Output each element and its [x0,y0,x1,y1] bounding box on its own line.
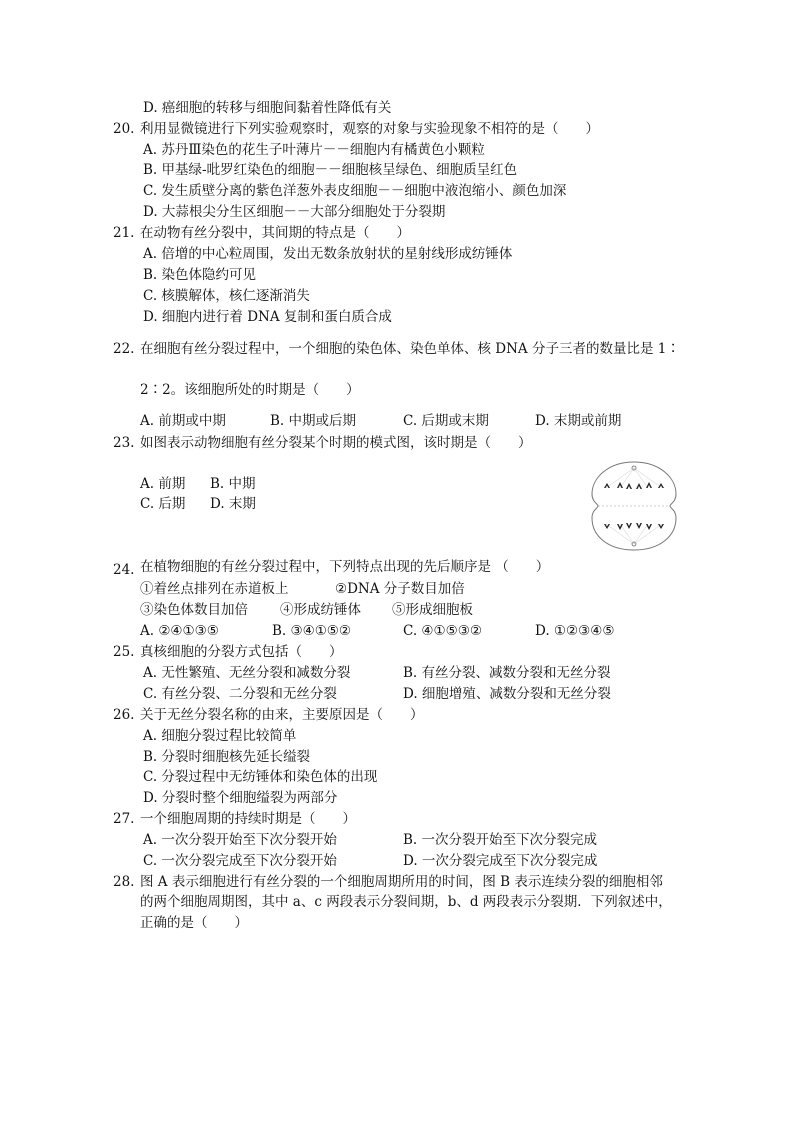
dividing-cell-diagram [590,458,678,554]
q27-option-d: D. 一次分裂完成至下次分裂完成 [403,853,598,869]
q25-option-a: A. 无性繁殖、无丝分裂和减数分裂 [143,665,351,681]
q23-option-b: B. 中期 [210,476,256,492]
q21-option-c: C. 核膜解体，核仁逐渐消失 [143,288,310,304]
q24-number: 24. [113,562,135,578]
q22-option-b: B. 中期或后期 [270,413,357,429]
q28-stem-line2: 的两个细胞周期图，其中 a、c 两段表示分裂间期，b、d 两段表示分裂期．下列叙述中， [140,894,672,910]
q22-number: 22. [113,341,135,357]
q20-option-b: B. 甲基绿-吡罗红染色的细胞－－细胞核呈绿色、细胞质呈红色 [143,162,518,178]
q20-option-d: D. 大蒜根尖分生区细胞－－大部分细胞处于分裂期 [143,204,446,220]
q20-number: 20. [113,121,135,137]
q27-stem: 一个细胞周期的持续时期是（ ） [140,811,356,827]
q24-item-5: ⑤形成细胞板 [392,602,473,618]
q23-number: 23. [113,435,135,451]
q22-stem-line1: 在细胞有丝分裂过程中，一个细胞的染色体、染色单体、核 DNA 分子三者的数量比是 1∶ [140,341,680,357]
q23-option-c: C. 后期 [140,496,186,512]
q22-option-a: A. 前期或中期 [140,413,226,429]
q20-option-c: C. 发生质壁分离的紫色洋葱外表皮细胞－－细胞中液泡缩小、颜色加深 [143,183,567,199]
q26-number: 26. [113,707,135,723]
q24-item-3: ③染色体数目加倍 [140,602,248,618]
q26-option-a: A. 细胞分裂过程比较简单 [143,728,297,744]
q23-stem: 如图表示动物细胞有丝分裂某个时期的模式图，该时期是（ ） [140,435,532,451]
q24-option-d: D. ①②③④⑤ [535,623,615,639]
q24-item-4: ④形成纺锤体 [280,602,361,618]
q19-option-d: D. 癌细胞的转移与细胞间黏着性降低有关 [143,100,392,116]
q21-option-b: B. 染色体隐约可见 [143,267,257,283]
q21-stem: 在动物有丝分裂中，其间期的特点是（ ） [140,225,410,241]
q25-option-b: B. 有丝分裂、减数分裂和无丝分裂 [403,665,611,681]
q27-option-a: A. 一次分裂开始至下次分裂开始 [143,832,337,848]
q20-stem: 利用显微镜进行下列实验观察时，观察的对象与实验现象不相符的是（ ） [140,121,599,137]
q27-option-c: C. 一次分裂完成至下次分裂开始 [143,853,337,869]
q25-option-d: D. 细胞增殖、减数分裂和无丝分裂 [403,686,611,702]
q23-option-d: D. 末期 [210,496,256,512]
q25-number: 25. [113,644,135,660]
q25-stem: 真核细胞的分裂方式包括（ ） [140,644,343,660]
q24-option-a: A. ②④①③⑤ [140,623,219,639]
q24-option-c: C. ④①⑤③② [403,623,482,639]
q22-option-c: C. 后期或末期 [403,413,489,429]
q26-option-c: C. 分裂过程中无纺锤体和染色体的出现 [143,769,378,785]
q22-stem-line2: 2∶2。该细胞所处的时期是（ ） [140,382,360,398]
q27-option-b: B. 一次分裂开始至下次分裂完成 [403,832,598,848]
q24-item-2: ②DNA 分子数目加倍 [335,581,465,597]
q26-option-d: D. 分裂时整个细胞缢裂为两部分 [143,790,338,806]
q28-stem-line3: 正确的是（ ） [140,915,248,931]
q26-stem: 关于无丝分裂名称的由来，主要原因是（ ） [140,707,424,723]
q24-option-b: B. ③④①⑤② [272,623,352,639]
q22-option-d: D. 末期或前期 [535,413,622,429]
q24-item-1: ①着丝点排列在赤道板上 [140,581,289,597]
q23-option-a: A. 前期 [140,476,186,492]
q21-option-a: A. 倍增的中心粒周围，发出无数条放射状的星射线形成纺锤体 [143,246,513,262]
q21-option-d: D. 细胞内进行着 DNA 复制和蛋白质合成 [143,309,392,325]
q28-stem-line1: 图 A 表示细胞进行有丝分裂的一个细胞周期所用的时间，图 B 表示连续分裂的细胞相邻 [140,874,663,890]
q24-stem: 在植物细胞的有丝分裂过程中，下列特点出现的先后顺序是 （ ） [140,559,550,575]
q26-option-b: B. 分裂时细胞核先延长缢裂 [143,749,311,765]
q25-option-c: C. 有丝分裂、二分裂和无丝分裂 [143,686,337,702]
q28-number: 28. [113,874,135,890]
q27-number: 27. [113,811,135,827]
q20-option-a: A. 苏丹Ⅲ染色的花生子叶薄片－－细胞内有橘黄色小颗粒 [143,142,485,158]
q21-number: 21. [113,225,135,241]
